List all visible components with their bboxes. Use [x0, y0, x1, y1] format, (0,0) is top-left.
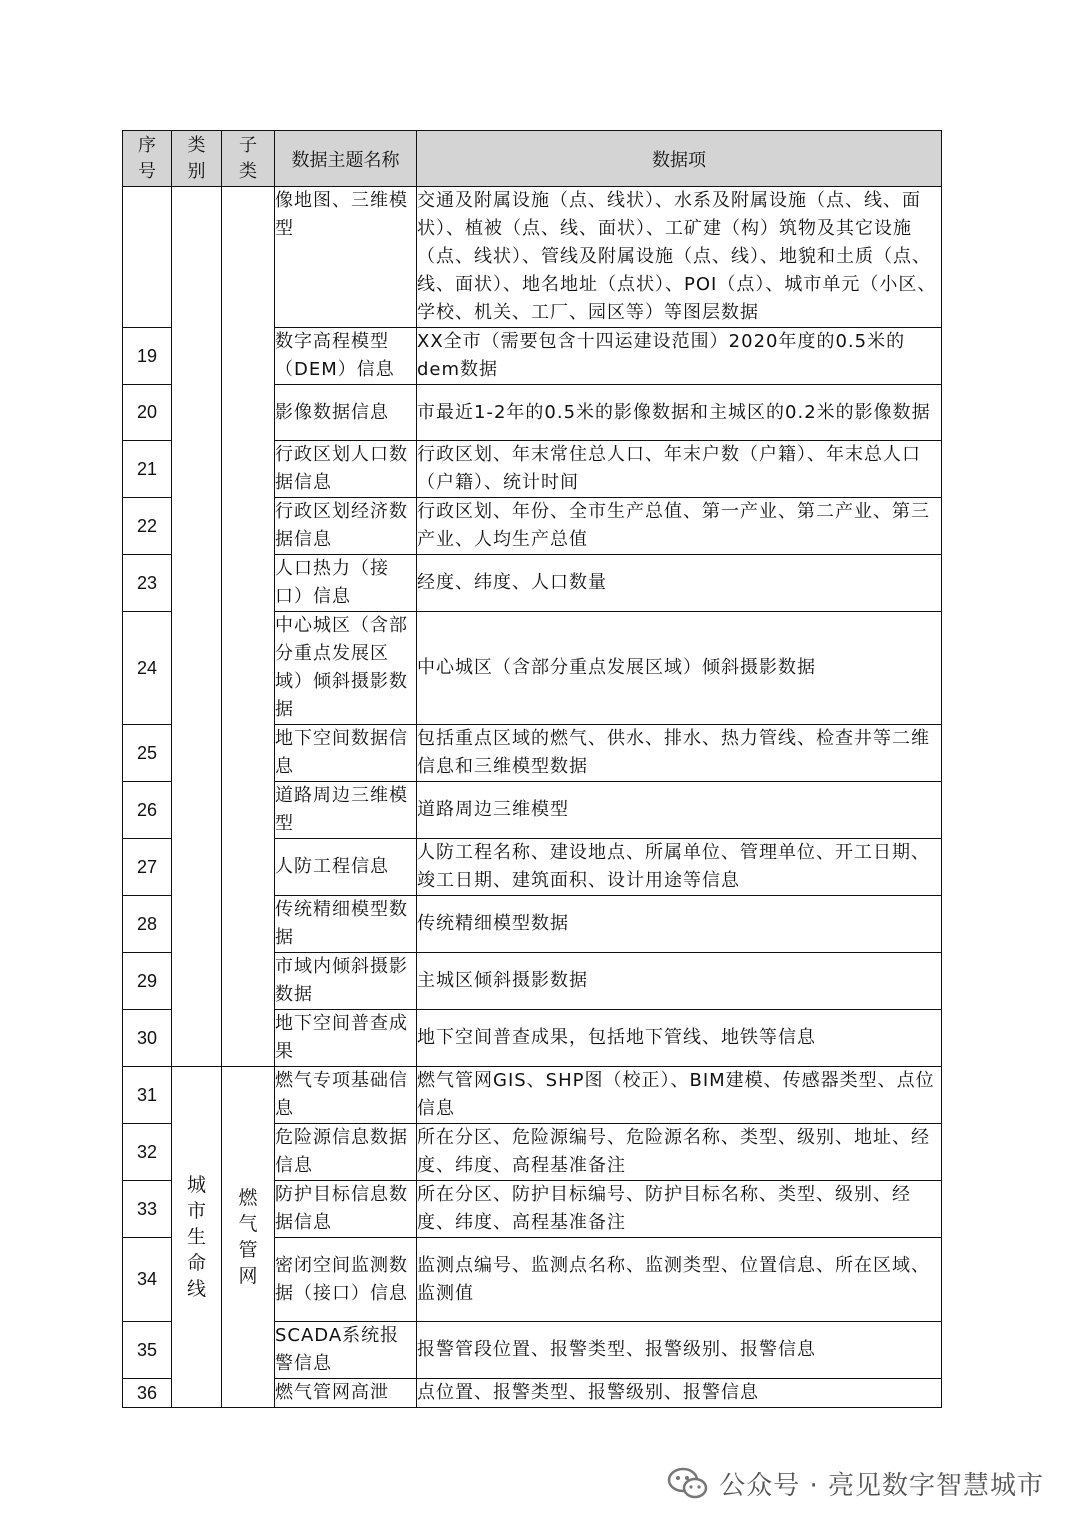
row-items: 人防工程名称、建设地点、所属单位、管理单位、开工日期、竣工日期、建筑面积、设计用途等信息: [417, 839, 942, 896]
row-num: 22: [123, 498, 172, 555]
wechat-icon: [667, 1466, 709, 1500]
row-num: 24: [123, 612, 172, 725]
row-items: 所在分区、防护目标编号、防护目标名称、类型、级别、经度、纬度、高程基准备注: [417, 1181, 942, 1238]
row-items: 地下空间普查成果，包括地下管线、地铁等信息: [417, 1010, 942, 1067]
category-cell-blank: [172, 187, 222, 1067]
row-topic: 中心城区（含部分重点发展区域）倾斜摄影数据: [275, 612, 417, 725]
row-items: 监测点编号、监测点名称、监测类型、位置信息、所在区域、监测值: [417, 1238, 942, 1322]
header-category: 类别: [172, 131, 222, 187]
row-items: 道路周边三维模型: [417, 782, 942, 839]
table-row: [123, 187, 942, 328]
row-num: 35: [123, 1322, 172, 1379]
row-num: 33: [123, 1181, 172, 1238]
row-num: 20: [123, 385, 172, 441]
row-num: 23: [123, 555, 172, 612]
row-num: [123, 187, 172, 328]
data-table: [122, 130, 942, 1408]
row-topic: 地下空间数据信息: [275, 725, 417, 782]
row-topic: 人口热力（接口）信息: [275, 555, 417, 612]
row-topic: 道路周边三维模型: [275, 782, 417, 839]
row-items: 主城区倾斜摄影数据: [417, 953, 942, 1010]
row-num: 25: [123, 725, 172, 782]
row-topic: 传统精细模型数据: [275, 896, 417, 953]
header-topic: 数据主题名称: [275, 131, 417, 187]
row-topic: 数字高程模型（DEM）信息: [275, 328, 417, 385]
row-topic: 市域内倾斜摄影数据: [275, 953, 417, 1010]
row-num: 26: [123, 782, 172, 839]
table-row: [123, 1067, 942, 1124]
row-items: 中心城区（含部分重点发展区域）倾斜摄影数据: [417, 612, 942, 725]
header-subcategory: 子类: [222, 131, 275, 187]
subcategory-cell-blank: [222, 187, 275, 1067]
row-items: 行政区划、年份、全市生产总值、第一产业、第二产业、第三产业、人均生产总值: [417, 498, 942, 555]
footer-watermark: [667, 1463, 1044, 1503]
row-topic: 像地图、三维模型: [275, 187, 417, 328]
row-topic: 危险源信息数据信息: [275, 1124, 417, 1181]
row-items: 报警管段位置、报警类型、报警级别、报警信息: [417, 1322, 942, 1379]
row-topic: 人防工程信息: [275, 839, 417, 896]
row-items: 包括重点区域的燃气、供水、排水、热力管线、检查井等二维信息和三维模型数据: [417, 725, 942, 782]
row-num: 34: [123, 1238, 172, 1322]
row-num: 28: [123, 896, 172, 953]
row-items: 所在分区、危险源编号、危险源名称、类型、级别、地址、经度、纬度、高程基准备注: [417, 1124, 942, 1181]
row-num: 29: [123, 953, 172, 1010]
header-row: [123, 131, 942, 187]
row-topic: 防护目标信息数据信息: [275, 1181, 417, 1238]
footer-text: 公众号 · 亮见数字智慧城市: [719, 1470, 1044, 1501]
row-topic: 燃气专项基础信息: [275, 1067, 417, 1124]
row-num: 19: [123, 328, 172, 385]
row-topic: 行政区划经济数据信息: [275, 498, 417, 555]
row-topic: 燃气管网高泄: [275, 1379, 417, 1408]
row-topic: SCADA系统报警信息: [275, 1322, 417, 1379]
row-items: 市最近1-2年的0.5米的影像数据和主城区的0.2米的影像数据: [417, 385, 942, 441]
header-num: 序号: [123, 131, 172, 187]
subcategory-cell: 燃气管网: [222, 1067, 275, 1408]
category-cell: 城市生命线: [172, 1067, 222, 1408]
row-num: 30: [123, 1010, 172, 1067]
row-num: 36: [123, 1379, 172, 1408]
row-items: 行政区划、年末常住总人口、年末户数（户籍）、年末总人口（户籍）、统计时间: [417, 441, 942, 498]
header-items: 数据项: [417, 131, 942, 187]
row-num: 31: [123, 1067, 172, 1124]
row-items: 传统精细模型数据: [417, 896, 942, 953]
row-items: 燃气管网GIS、SHP图（校正）、BIM建模、传感器类型、点位信息: [417, 1067, 942, 1124]
row-topic: 行政区划人口数据信息: [275, 441, 417, 498]
row-num: 27: [123, 839, 172, 896]
row-num: 32: [123, 1124, 172, 1181]
row-num: 21: [123, 441, 172, 498]
row-topic: 密闭空间监测数据（接口）信息: [275, 1238, 417, 1322]
row-items: XX全市（需要包含十四运建设范围）2020年度的0.5米的dem数据: [417, 328, 942, 385]
row-items: 经度、纬度、人口数量: [417, 555, 942, 612]
row-items: 点位置、报警类型、报警级别、报警信息: [417, 1379, 942, 1408]
row-items: 交通及附属设施（点、线状）、水系及附属设施（点、线、面状）、植被（点、线、面状）、工矿建（构）筑物及其它设施（点、线状）、管线及附属设施（点、线）、地貌和土质（点、线、面状）、地名地址（点状）、POI（点）、城市单元（小区、学校、机关、工厂、园区等）等图层数据: [417, 187, 942, 328]
row-topic: 影像数据信息: [275, 385, 417, 441]
row-topic: 地下空间普查成果: [275, 1010, 417, 1067]
